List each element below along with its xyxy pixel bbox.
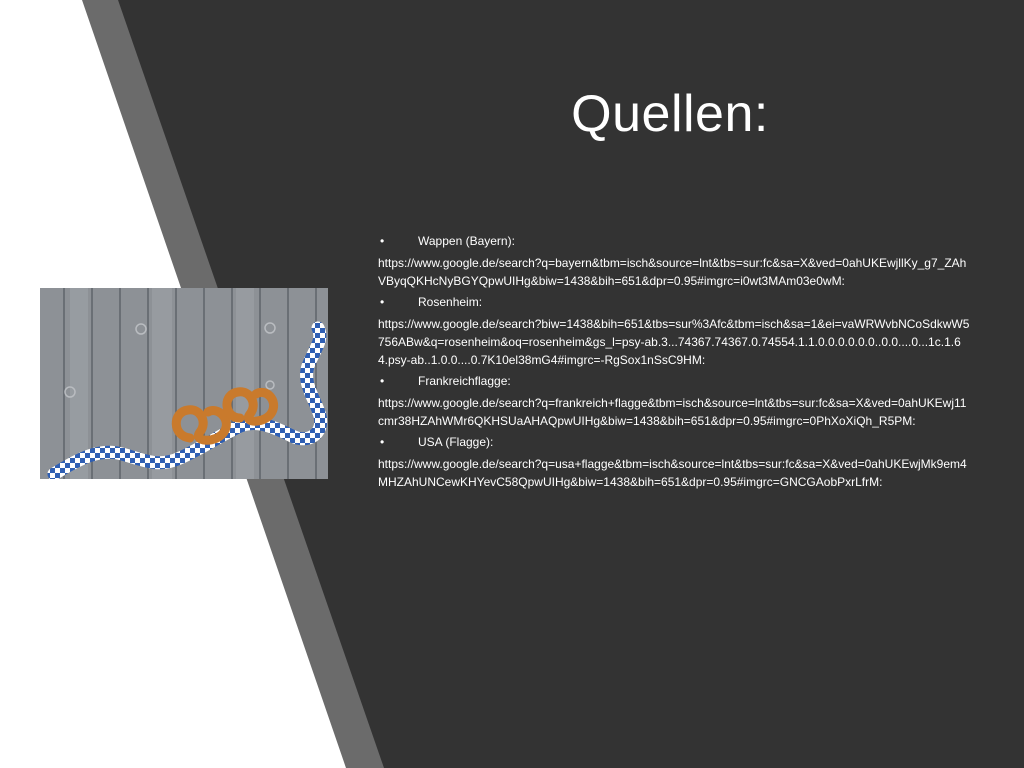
source-entry	[378, 433, 970, 491]
source-label: USA (Flagge):	[418, 435, 494, 449]
source-entry	[378, 372, 970, 430]
bullet-icon: •	[380, 295, 385, 309]
bullet-icon: •	[380, 374, 385, 388]
bullet-icon: •	[380, 234, 385, 248]
source-label-row	[378, 372, 970, 390]
source-label-row	[378, 232, 970, 250]
pretzels-photo	[40, 288, 328, 479]
source-label: Wappen (Bayern):	[418, 234, 515, 248]
source-label-row	[378, 433, 970, 451]
source-url[interactable]: https://www.google.de/search?q=frankreich+flagge&tbm=isch&source=lnt&tbs=sur:fc&sa=X&ved=0ahUKEwj11cmr38HZAhWMr6QKHSUaAHAQpwUIHg&biw=1438&bih=651&dpr=0.95#imgrc=0PhXoXiQh_R5PM:	[378, 396, 967, 428]
sources-list	[378, 232, 970, 494]
source-url[interactable]: https://www.google.de/search?q=usa+flagge&tbm=isch&source=lnt&tbs=sur:fc&sa=X&ved=0ahUKEwjMk9em4MHZAhUNCewKHYevC58QpwUIHg&biw=1438&bih=651&dpr=0.95#imgrc=GNCGAobPxrLfrM:	[378, 457, 967, 489]
source-label: Rosenheim:	[418, 295, 483, 309]
source-entry	[378, 293, 970, 369]
source-url[interactable]: https://www.google.de/search?biw=1438&bih=651&tbs=sur%3Afc&tbm=isch&sa=1&ei=vaWRWvbNCoSdkwW5756ABw&q=rosenheim&oq=rosenheim&gs_l=psy-ab.3...74367.74367.0.74554.1.1.0.0.0.0.0.0..0.0....0...1c.1.64.psy-ab..1.0.0....0.7K10el38mG4#imgrc=-RgSox1nSsC9HM:	[378, 317, 970, 367]
bullet-icon: •	[380, 435, 385, 449]
source-label-row	[378, 293, 970, 311]
source-url[interactable]: https://www.google.de/search?q=bayern&tbm=isch&source=lnt&tbs=sur:fc&sa=X&ved=0ahUKEwjllKy_g7_ZAhVByqQKHcNyBGYQpwUIHg&biw=1438&bih=651&dpr=0.95#imgrc=i0wt3MAm03e0wM:	[378, 256, 967, 288]
slide-title: Quellen:	[571, 85, 769, 143]
source-label: Frankreichflagge:	[418, 374, 511, 388]
source-entry	[378, 232, 970, 290]
